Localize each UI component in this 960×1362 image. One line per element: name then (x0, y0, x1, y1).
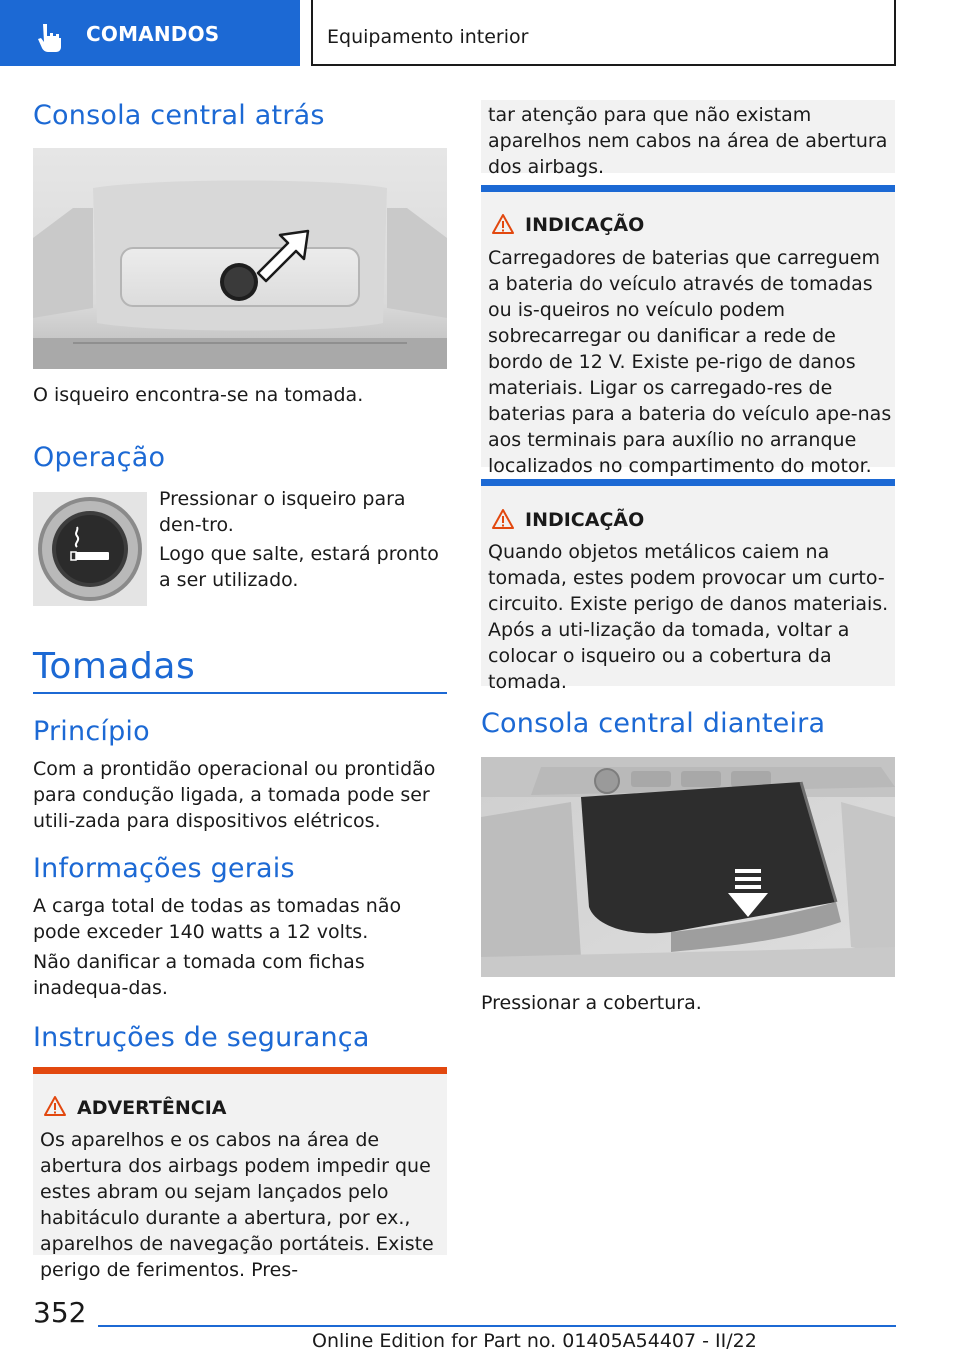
rear-console-image (33, 148, 447, 369)
note-title-1: INDICAÇÃO (525, 214, 645, 236)
tomadas-heading: Tomadas (33, 646, 196, 687)
warning-continuation-text: tar atenção para que não existam aparelhos nem cabos na área de abertura dos airbags. (488, 104, 888, 178)
section-tab[interactable] (0, 0, 300, 66)
principio-heading: Princípio (33, 716, 150, 747)
page-number: 352 (33, 1296, 87, 1329)
footer-rule (98, 1325, 896, 1327)
note-bar-1 (481, 185, 895, 192)
chapter-label: Equipamento interior (327, 26, 529, 48)
warning-continuation-box (481, 100, 895, 178)
chapter-header (311, 0, 896, 66)
consola-dianteira-heading: Consola central dianteira (481, 708, 826, 739)
info-p2: Não danificar a tomada com fichas inadequa-das. (33, 951, 365, 999)
info-p1: A carga total de todas as tomadas não pode exceder 140 watts a 12 volts. (33, 895, 402, 943)
consola-atras-heading: Consola central atrás (33, 100, 325, 131)
principio-text: Com a prontidão operacional ou prontidão para condução ligada, a tomada pode ser utili-zada para dispositivos elétricos. (33, 758, 436, 832)
warning-box (33, 1067, 447, 1281)
operacao-p1: Pressionar o isqueiro para den-tro. (159, 488, 406, 536)
note-text-1: Carregadores de baterias que carreguem a bateria do veículo através de tomadas ou is-queiros no veículo podem sobrecarregar ou danificar a rede de bordo de 12 V. Existe pe-rigo de danos materiais. Ligar os carregado-res de baterias para a bateria do veículo ape-nas aos terminais para auxílio no arranque localizados no compartimento do motor. (488, 247, 892, 477)
warning-triangle-icon (491, 213, 515, 235)
tomadas-rule (33, 692, 447, 694)
warning-triangle-icon (491, 508, 515, 530)
operacao-p2: Logo que salte, estará pronto a ser utilizado. (159, 543, 439, 591)
consola-atras-caption: O isqueiro encontra-se na tomada. (33, 384, 364, 406)
cigarette-lighter-icon (33, 492, 147, 606)
lighter-figure (33, 492, 147, 606)
hand-pointer-icon (36, 22, 66, 52)
edition-note: Online Edition for Part no. 01405A54407 - II/22 (312, 1330, 757, 1352)
warning-bar (33, 1067, 447, 1074)
operacao-heading: Operação (33, 442, 166, 473)
consola-dianteira-caption: Pressionar a cobertura. (481, 992, 702, 1014)
info-heading: Informações gerais (33, 853, 295, 884)
note-text-2: Quando objetos metálicos caiem na tomada, estes podem provocar um curto-circuito. Existe perigo de danos materiais. Após a uti-lização da tomada, voltar a colocar o isqueiro ou a cobertura da tomada. (488, 541, 889, 693)
rear-console-figure (33, 148, 447, 369)
seguranca-heading: Instruções de segurança (33, 1022, 370, 1053)
front-console-image (481, 757, 895, 977)
warning-text: Os aparelhos e os cabos na área de abertura dos airbags podem impedir que estes abram ou sejam lançados pelo habitáculo durante a abertura, por ex., aparelhos de navegação portáteis. Existe perigo de ferimentos. Pres- (40, 1129, 434, 1281)
warning-triangle-icon (43, 1095, 67, 1117)
note-title-2: INDICAÇÃO (525, 509, 645, 531)
section-label: COMANDOS (86, 22, 220, 46)
front-console-figure (481, 757, 895, 977)
note-box-2 (481, 479, 895, 693)
warning-title: ADVERTÊNCIA (77, 1097, 227, 1119)
note-box-1 (481, 185, 895, 477)
note-bar-2 (481, 479, 895, 486)
